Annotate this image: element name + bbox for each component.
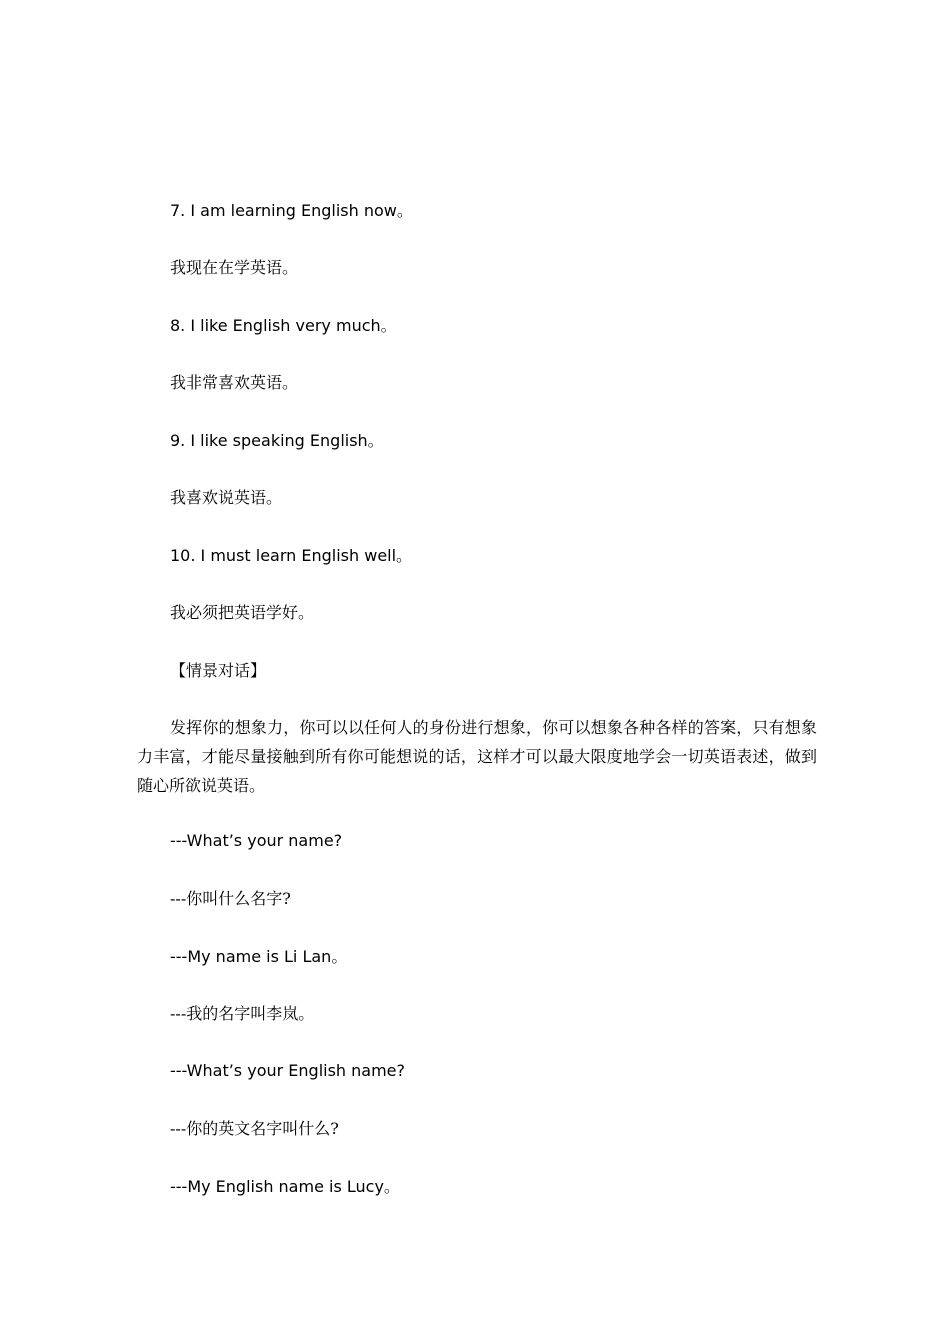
dialogue-line: ---My English name is Lucy。 [170,1177,400,1196]
dialogue-line: ---What’s your English name? [170,1061,406,1080]
sentence-9-chinese: 我喜欢说英语。 [170,488,283,507]
sentence-7-chinese: 我现在在学英语。 [170,258,299,277]
sentence-8-chinese: 我非常喜欢英语。 [170,373,299,392]
dialogue-line: ---What’s your name? [170,831,343,850]
sentence-10-english: 10. I must learn English well。 [170,546,413,565]
dialogue-line: ---My name is Li Lan。 [170,947,348,966]
sentence-7-english: 7. I am learning English now。 [170,201,413,220]
instruction-paragraph: 发挥你的想象力，你可以以任何人的身份进行想象，你可以想象各种各样的答案，只有想象力丰富，才能尽量接触到所有你可能想说的话，这样才可以最大限度地学会一切英语表述，做到随心所欲说英语。 [137,718,817,795]
sentence-9-english: 9. I like speaking English。 [170,431,384,450]
sentence-10-chinese: 我必须把英语学好。 [170,603,315,622]
dialogue-line: ---你的英文名字叫什么? [170,1119,339,1138]
dialogue-line: ---我的名字叫李岚。 [170,1004,315,1023]
sentence-8-english: 8. I like English very much。 [170,316,397,335]
dialogue-line: ---你叫什么名字? [170,889,291,908]
section-heading: 【情景对话】 [170,661,267,680]
